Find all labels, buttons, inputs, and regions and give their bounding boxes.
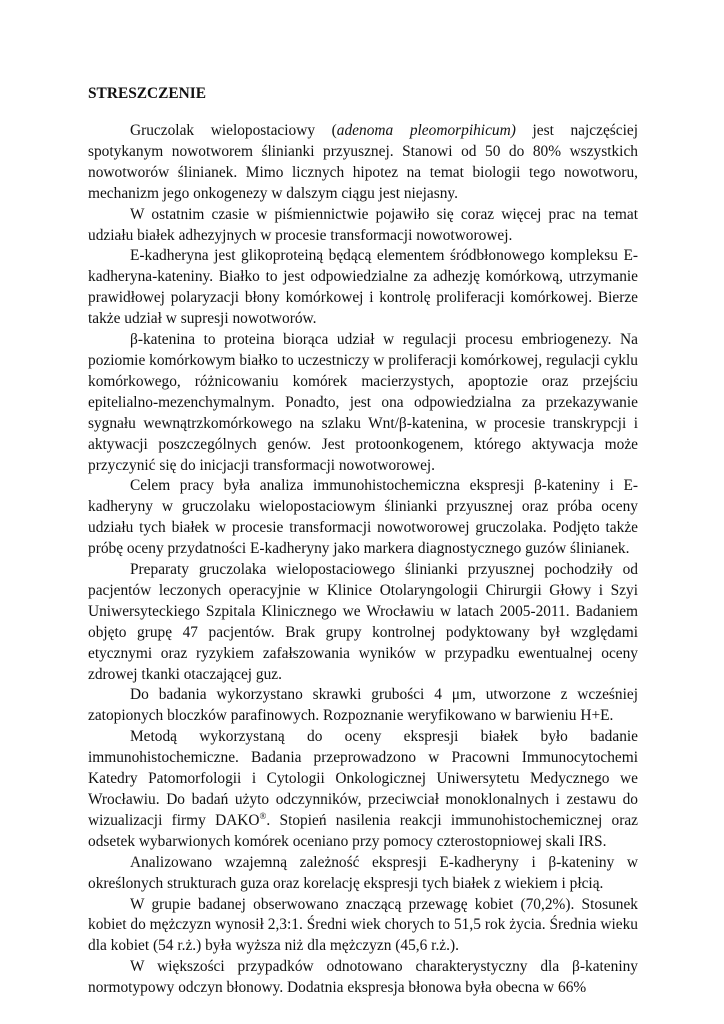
document-page [88, 84, 638, 999]
paragraph-6: Preparaty gruczolaka wielopostaciowego ślinianki przyusznej pochodziły od pacjentów leczonych operacyjnie w Klinice Otolaryngologii Chirurgii Głowy i Szyi Uniwersyteckiego Szpitala Klinicznego we Wrocławiu w latach 2005-2011. Badaniem objęto grupę 47 pacjentów. Brak grupy kontrolnej podyktowany był względami etycznymi oraz ryzykiem zafałszowania wyników w przypadku ewentualnej oceny zdrowej tkanki otaczającej guz. [88, 561, 638, 683]
paragraph-7: Do badania wykorzystano skrawki grubości 4 μm, utworzone z wcześniej zatopionych bloczków parafinowych. Rozpoznanie weryfikowano w barwieniu H+E. [88, 686, 638, 725]
paragraph-8 [88, 727, 638, 852]
paragraph-4: β-katenina to proteina biorąca udział w regulacji procesu embriogenezy. Na poziomie komórkowym białko to uczestniczy w proliferacji komórkowej, regulacji cyklu komórkowego, różnicowaniu komórek macierzystych, apoptozie oraz przejściu epitelialno-mezenchymalnym. Ponadto, jest ona odpowiedzialna za przekazywanie sygnału wewnątrzkomórkowego na szlaku Wnt/β-katenina, w procesie transkrypcji i aktywacji poszczególnych genów. Jest protoonkogenem, którego aktywacja może przyczynić się do inicjacji transformacji nowotworowej. [88, 331, 638, 474]
paragraph-1-text-a: Gruczolak wielopostaciowy ( [130, 122, 337, 139]
paragraph-1-text-b: jest najczęściej spotykanym nowotworem ślinianki przyusznej. Stanowi od 50 do 80% wszystkich nowotworów ślinianek. Mimo licznych hipotez na temat biologii tego nowotworu, mechanizm jego onkogenezy w dalszym ciągu jest niejasny. [88, 122, 638, 202]
paragraph-11: W większości przypadków odnotowano charakterystyczny dla β-kateniny normotypowy odczyn błonowy. Dodatnia ekspresja błonowa była obecna w 66% [88, 958, 638, 997]
paragraph-1 [88, 121, 638, 205]
paragraph-9: Analizowano wzajemną zależność ekspresji E-kadheryny i β-kateniny w określonych strukturach guza oraz korelację ekspresji tych białek z wiekiem i płcią. [88, 853, 638, 892]
paragraph-5: Celem pracy była analiza immunohistochemiczna ekspresji β-kateniny i E-kadheryny w gruczolaku wielopostaciowym ślinianki przyusznej oraz próba oceny udziału tych białek w procesie transformacji nowotworowej gruczolaka. Podjęto także próbę oceny przydatności E-kadheryny jako markera diagnostycznego guzów ślinianek. [88, 477, 638, 558]
registered-mark: ® [259, 810, 267, 821]
paragraph-2: W ostatnim czasie w piśmiennictwie pojawiło się coraz więcej prac na temat udziału białek adhezyjnych w procesie transformacji nowotworowej. [88, 205, 638, 244]
paragraph-8-text-b: . Stopień nasilenia reakcji immunohistochemicznej oraz odsetek wybarwionych komórek oceniano przy pomocy czterostopniowej skali IRS. [88, 811, 638, 850]
paragraph-10: W grupie badanej obserwowano znaczącą przewagę kobiet (70,2%). Stosunek kobiet do mężczyzn wynosił 2,3:1. Średni wiek chorych to 51,5 rok życia. Średnia wieku dla kobiet (54 r.ż.) była wyższa niż dla mężczyzn (45,6 r.ż.). [88, 895, 638, 955]
paragraph-3: E-kadheryna jest glikoproteiną będącą elementem śródbłonowego kompleksu E-kadheryna-kateniny. Białko to jest odpowiedzialne za adhezję komórkową, utrzymanie prawidłowej polaryzacji błony komórkowej i kontrolę proliferacji komórkowej. Bierze także udział w supresji nowotworów. [88, 247, 638, 328]
paragraph-8-text-a: Metodą wykorzystaną do oceny ekspresji białek było badanie immunohistochemiczne. Badania przeprowadzono w Pracowni Immunocytochemi Katedry Patomorfologii i Cytologii Onkologicznej Uniwersytetu Medycznego we Wrocławiu. Do badań użyto odczynników, przeciwciał monoklonalnych i zestawu do wizualizacji firmy DAKO [88, 728, 638, 829]
paragraph-1-italic-term: adenoma pleomorpihicum) [336, 122, 516, 139]
section-heading: STRESZCZENIE [88, 85, 207, 102]
